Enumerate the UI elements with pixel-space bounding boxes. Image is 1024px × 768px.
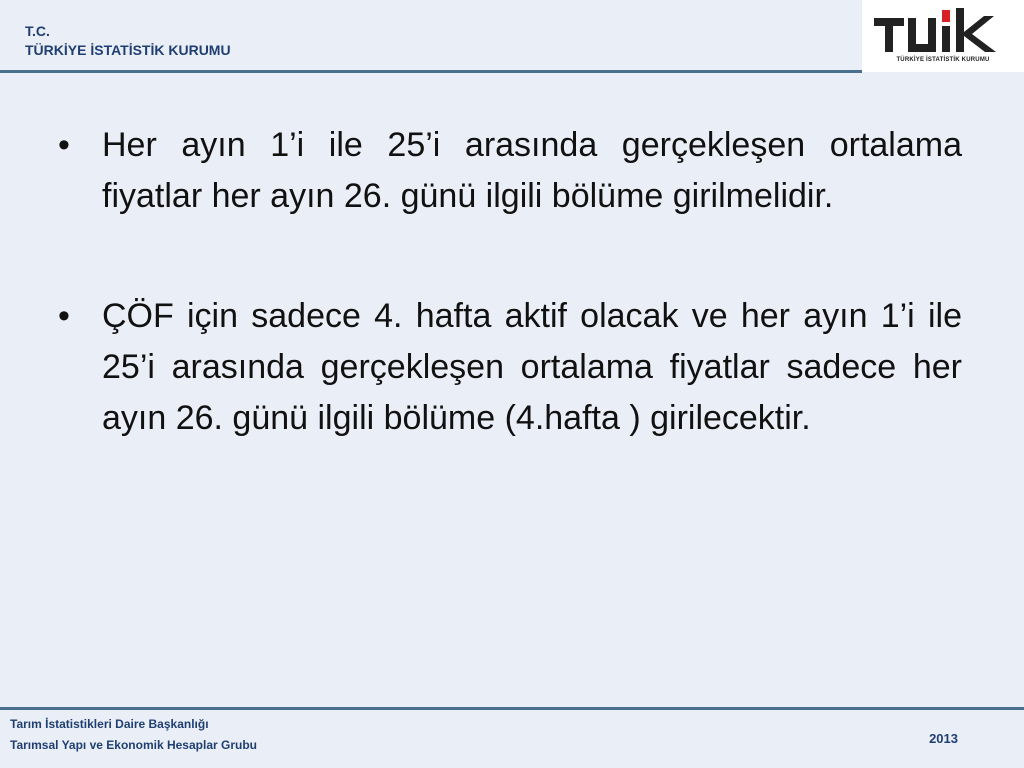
logo-caption: TÜRKİYE İSTATİSTİK KURUMU (896, 57, 990, 63)
slide-body (58, 120, 962, 444)
bullet-dot: • (58, 297, 70, 335)
header-divider (0, 70, 862, 73)
bullet-dot: • (58, 126, 70, 164)
slide-header (0, 0, 1024, 72)
footer-divider (0, 707, 1024, 710)
footer-year: 2013 (929, 731, 958, 746)
bullet-text: Her ayın 1’i ile 25’i arasında gerçekleşen ortalama fiyatlar her ayın 26. günü ilgili bölüme girilmelidir. (102, 126, 962, 215)
tuik-logo (862, 0, 1024, 72)
tuik-logo-mark-icon (862, 0, 1024, 60)
bullet-text: ÇÖF için sadece 4. hafta aktif olacak ve her ayın 1’i ile 25’i arasında gerçekleşen ortalama fiyatlar sadece her ayın 26. günü ilgili bölüme (4.hafta ) girilecektir. (102, 297, 962, 437)
footer-department: Tarım İstatistikleri Daire Başkanlığı (10, 717, 209, 731)
footer-group: Tarımsal Yapı ve Ekonomik Hesaplar Grubu (10, 738, 257, 752)
org-title-line1: T.C. (25, 23, 50, 39)
bullet-item (58, 120, 962, 222)
bullet-item (58, 291, 962, 444)
org-title-line2: TÜRKİYE İSTATİSTİK KURUMU (25, 42, 231, 58)
